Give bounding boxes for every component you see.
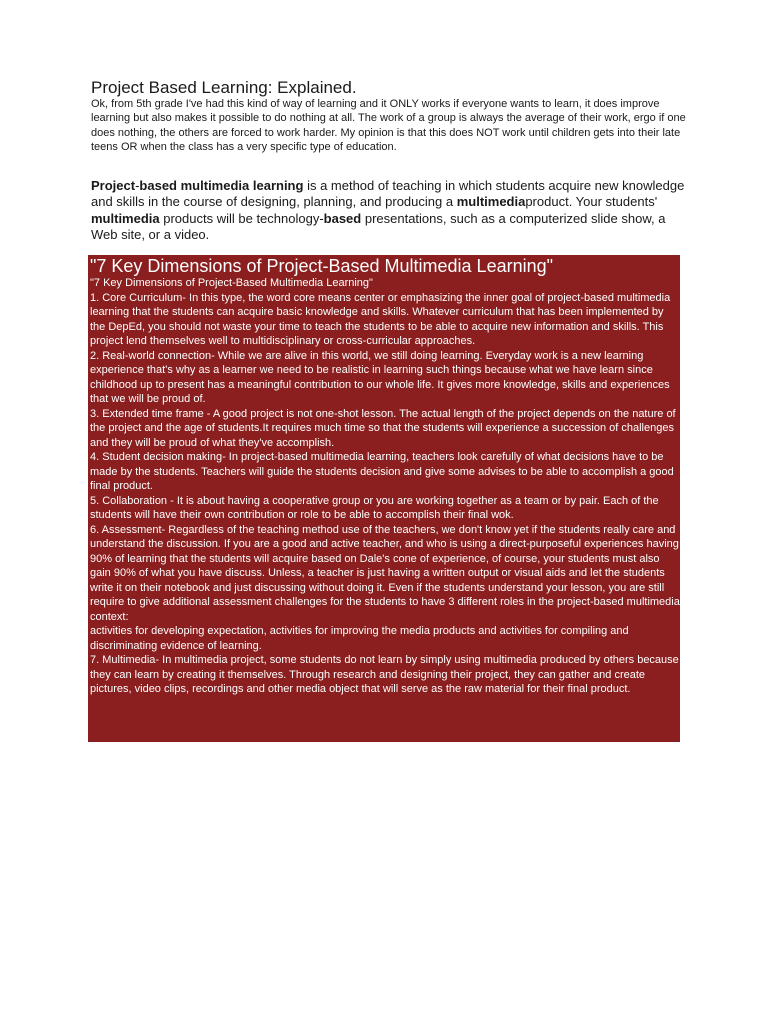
assessment-activities: activities for developing expectation, activities for improving the media products and activities for compiling and discriminating evidence of learning. [90,625,629,652]
dimension-collaboration: 5. Collaboration - It is about having a cooperative group or you are working together as a team or by pair. Each of the students will have their own contribution or role to be able to accomplish their final wok. [90,494,659,521]
definition-text: presentations, such as a computerized slide show, a Web site, or a video. [91,210,666,243]
keyword-multimedia: multimedia [180,178,250,193]
definition-paragraph [91,178,686,244]
panel-subheading: "7 Key Dimensions of Project-Based Multimedia Learning" [90,277,373,289]
dimension-student-decision-making: 4. Student decision making- In project-based multimedia learning, teachers look carefully of what decisions have to be made by the students. Teachers will guide the students decision and give some advises to be able to accomplish a good final product. [90,451,674,492]
keyword-based: based [139,178,177,193]
definition-text: - [135,178,140,193]
dimension-core-curriculum: 1. Core Curriculum- In this type, the word core means center or emphasizing the inner goal of project-based multimedia learning that the students can acquire basic knowledge and skills. Whatever curriculum that has been implemented by the DepEd, you should not waste your time to teach the students to be able to acquire new information and skills. This project lend themselves well to multidisciplinary or cross-curricular approaches. [90,291,671,347]
definition-text: product. Your students' [525,194,658,210]
dimension-assessment: 6. Assessment- Regardless of the teaching method use of the teachers, we don't know yet if the students really care and understand the discussion. If you are a good and active teacher, and who is using a direct-purposeful experiences having 90% of learning that the students will acquire based on Dale's cone of experience, of course, your students must also gain 90% of what you have discuss. Unless, a teacher is just having a written output or visual aids and let the students write it on their notebook and just discussing without doing it. Even if the students understand your lesson, you are still require to give additional assessment challenges for the students to have 3 different roles in the project-based multimedia context: [90,523,680,623]
dimension-extended-time-frame: 3. Extended time frame - A good project is not one-shot lesson. The actual length of the project depends on the nature of the project and the age of students.It requires much time so that the students will experience a succession of challenges and they will be proud of what they've accomplish. [90,407,676,449]
keyword-multimedia: multimedia [456,194,526,210]
page-title: Project Based Learning: Explained. [91,78,357,97]
keyword-project: Project [91,178,136,193]
keyword-multimedia: multimedia [91,210,160,226]
panel-body [90,276,680,697]
dimension-real-world-connection: 2. Real-world connection- While we are alive in this world, we still doing learning. Everyday work is a new learning experience that's why as a learner we need to be realistic in learning such things because what we have learn since childhood up to present has a meaningful contribution to our whole life. It gives more knowledge, skills and experiences that we will be proud of. [90,349,670,405]
key-dimensions-panel [88,255,680,742]
intro-paragraph: Ok, from 5th grade I've had this kind of way of learning and it ONLY works if everyone wants to learn, it does improve learning but also makes it possible to do nothing at all. The work of a group is always the average of their work, ergo if one does nothing, the others are forced to work harder. My opinion is that this does NOT work until children gets into their late teens OR when the class has a very specific type of education. [91,98,686,154]
keyword-based: based [323,210,362,226]
keyword-learning: learning [252,178,304,193]
definition-text: products will be technology- [159,210,324,226]
definition-text: is a method of teaching in which students acquire new knowledge and skills in the course of designing, planning, and producing a [91,178,685,210]
dimension-multimedia: 7. Multimedia- In multimedia project, some students do not learn by simply using multimedia produced by others because they can learn by creating it themselves. Through research and designing their project, they can gather and create pictures, video clips, recordings and other media object that will serve as the raw material for their final product. [90,654,679,695]
panel-heading: "7 Key Dimensions of Project-Based Multimedia Learning" [90,256,553,276]
